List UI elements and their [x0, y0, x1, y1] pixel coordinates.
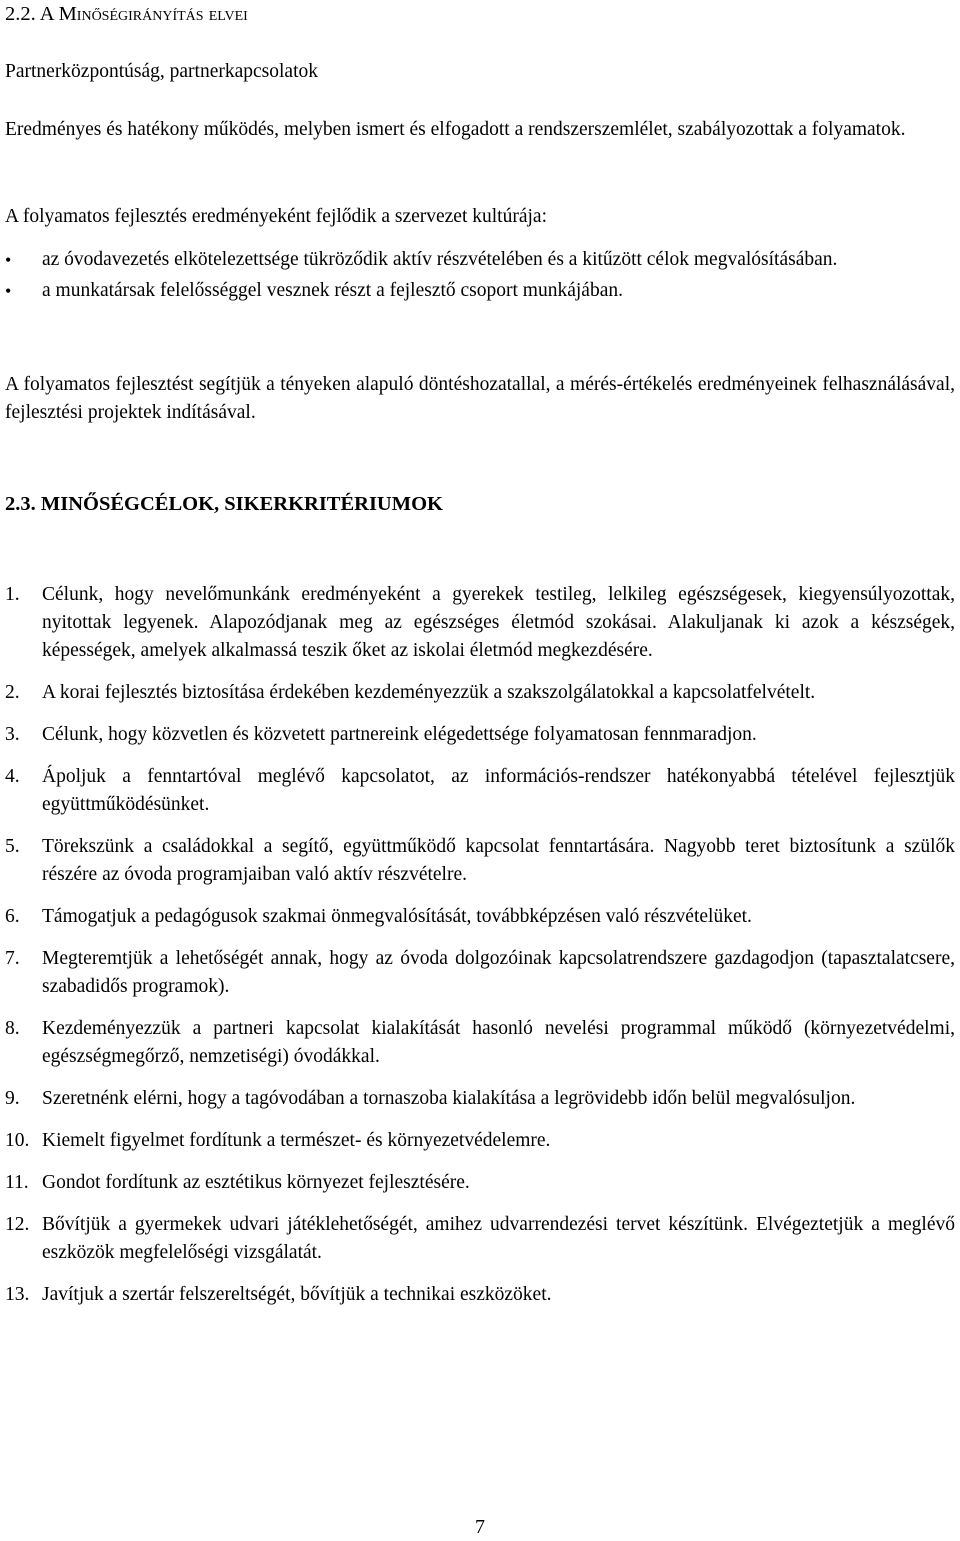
item-text: Gondot fordítunk az esztétikus környezet fejlesztésére.	[42, 1172, 470, 1193]
list-item	[5, 277, 955, 305]
list-item	[5, 721, 955, 749]
item-text: Javítjuk a szertár felszereltségét, bővítjük a technikai eszközöket.	[42, 1284, 552, 1305]
item-text: Kiemelt figyelmet fordítunk a természet- és környezetvédelemre.	[42, 1130, 551, 1151]
list-item	[5, 1211, 955, 1267]
item-number: 1.	[5, 584, 20, 605]
list-item	[5, 246, 955, 274]
list-item	[5, 581, 955, 665]
item-number: 13.	[5, 1284, 30, 1305]
section-title: Minőségirányítás elvei	[58, 3, 248, 25]
paragraph-culture-intro: A folyamatos fejlesztés eredményeként fejlődik a szervezet kultúrája:	[5, 206, 547, 227]
item-text: Törekszünk a családokkal a segítő, együttműködő kapcsolat fenntartására. Nagyobb teret biztosítunk a szülők részére az óvoda programjaiban való aktív részvételre.	[42, 836, 955, 885]
item-number: 6.	[5, 906, 20, 927]
item-number: 2.	[5, 682, 20, 703]
item-number: 9.	[5, 1088, 20, 1109]
list-item	[5, 1015, 955, 1071]
item-text: Szeretnénk elérni, hogy a tagóvodában a tornaszoba kialakítása a legrövidebb időn belül megvalósuljon.	[42, 1088, 856, 1109]
list-item	[5, 833, 955, 889]
item-number: 12.	[5, 1214, 30, 1235]
section-heading-2-3	[5, 490, 443, 518]
culture-bullet-list	[5, 246, 955, 305]
list-item	[5, 763, 955, 819]
section-title: MINŐSÉGCÉLOK, SIKERKRITÉRIUMOK	[40, 493, 443, 515]
item-text: Támogatjuk a pedagógusok szakmai önmegvalósítását, továbbképzésen való részvételüket.	[42, 906, 752, 927]
item-text: Célunk, hogy nevelőmunkánk eredményeként a gyerekek testileg, lelkileg egészségesek, kiegyensúlyozottak, nyitottak legyenek. Alapozódjanak meg az egészséges életmód szokásai. Alakuljanak ki azok a készségek, képességek, amelyek alkalmassá teszik őket az iskolai életmód megkezdésére.	[42, 584, 955, 661]
item-text: Kezdeményezzük a partneri kapcsolat kialakítását hasonló nevelési programmal működő (környezetvédelmi, egészségmegőrző, nemzetiségi) óvodákkal.	[42, 1018, 955, 1067]
section-number: 2.3.	[5, 493, 36, 515]
subheading-partners: Partnerközpontúság, partnerkapcsolatok	[5, 61, 318, 82]
item-text: Ápoljuk a fenntartóval meglévő kapcsolatot, az információs-rendszer hatékonyabbá tételével fejlesztjük együttműködésünket.	[42, 766, 955, 815]
bullet-text: a munkatársak felelősséggel vesznek részt a fejlesztő csoport munkájában.	[42, 280, 623, 301]
section-number: 2.2.	[5, 3, 36, 25]
list-item	[5, 1085, 955, 1113]
paragraph-support: A folyamatos fejlesztést segítjük a tényeken alapuló döntéshozatallal, a mérés-értékelés eredményeinek felhasználásával, fejlesztési projektek indításával.	[5, 374, 955, 423]
item-number: 3.	[5, 724, 20, 745]
section-title-first-letter: A	[39, 3, 54, 25]
item-number: 7.	[5, 948, 20, 969]
item-number: 8.	[5, 1018, 20, 1039]
section-heading-2-2	[5, 0, 248, 28]
list-item	[5, 903, 955, 931]
list-item	[5, 945, 955, 1001]
item-number: 4.	[5, 766, 20, 787]
item-number: 11.	[5, 1172, 29, 1193]
item-text: Célunk, hogy közvetlen és közvetett partnereink elégedettsége folyamatosan fennmaradjon.	[42, 724, 757, 745]
page-number: 7	[475, 1516, 485, 1538]
list-item	[5, 1127, 955, 1155]
list-item	[5, 679, 955, 707]
goals-list	[5, 581, 955, 1323]
item-number: 5.	[5, 836, 20, 857]
item-text: Megteremtjük a lehetőségét annak, hogy az óvoda dolgozóinak kapcsolatrendszere gazdagodjon (tapasztalatcsere, szabadidős programok).	[42, 948, 955, 997]
list-item	[5, 1281, 955, 1309]
bullet-text: az óvodavezetés elkötelezettsége tükröződik aktív részvételében és a kitűzött célok megvalósításában.	[42, 249, 838, 270]
paragraph-results: Eredményes és hatékony működés, melyben ismert és elfogadott a rendszerszemlélet, szabályozottak a folyamatok.	[5, 119, 906, 140]
list-item	[5, 1169, 955, 1197]
item-text: A korai fejlesztés biztosítása érdekében kezdeményezzük a szakszolgálatokkal a kapcsolatfelvételt.	[42, 682, 816, 703]
item-number: 10.	[5, 1130, 30, 1151]
item-text: Bővítjük a gyermekek udvari játéklehetőségét, amihez udvarrendezési tervet készítünk. Elvégeztetjük a meglévő eszközök megfelelőségi vizsgálatát.	[42, 1214, 955, 1263]
